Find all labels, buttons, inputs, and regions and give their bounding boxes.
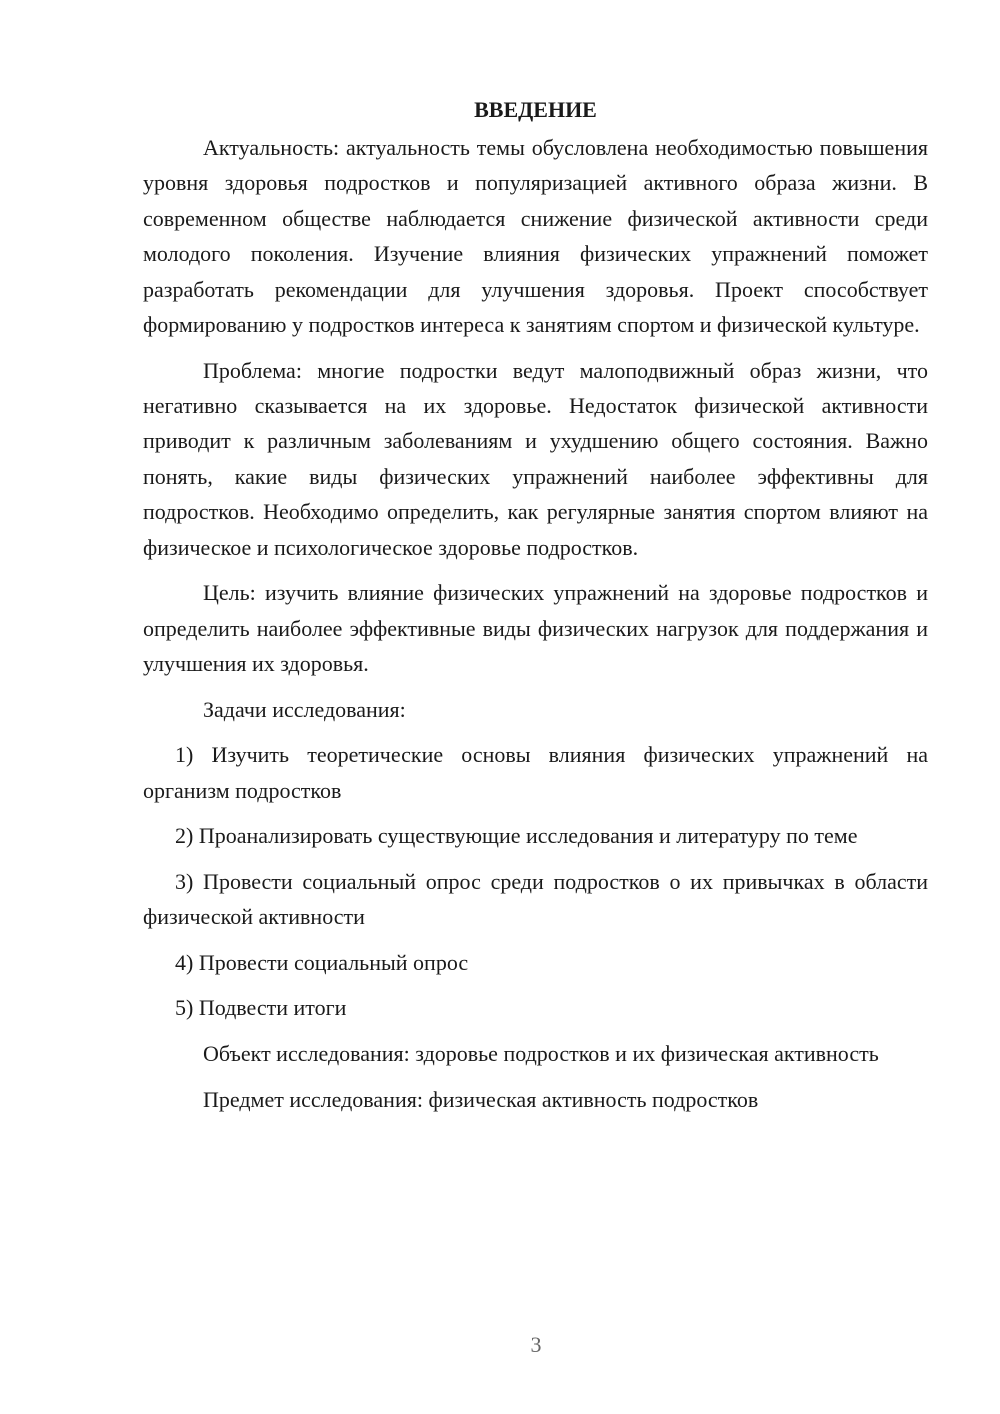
goal-paragraph: Цель: изучить влияние физических упражнений на здоровье подростков и определить наиболее эффективные виды физических нагрузок для поддержания и улучшения их здоровья. — [143, 580, 928, 677]
task-item-5: 5) Подвести итоги — [175, 995, 347, 1021]
relevance-paragraph: Актуальность: актуальность темы обусловлена необходимостью повышения уровня здоровья подростков и популяризацией активного образа жизни. В современном обществе наблюдается снижение физической активности среди молодого поколения. Изучение влияния физических упражнений поможет разработать рекомендации для улучшения здоровья. Проект способствует формированию у подростков интереса к занятиям спортом и физической культуре. — [143, 135, 928, 338]
page-number: 3 — [530, 1332, 542, 1357]
task-item-4: 4) Провести социальный опрос — [175, 949, 469, 975]
section-heading: ВВЕДЕНИЕ — [474, 97, 597, 122]
task-item-1: 1) Изучить теоретические основы влияния физических упражнений на организм подростков — [143, 742, 928, 803]
page-content — [143, 92, 928, 1127]
tasks-title: Задачи исследования: — [203, 696, 406, 722]
task-item-3: 3) Провести социальный опрос среди подростков о их привычках в области физической активности — [143, 868, 928, 930]
subject-paragraph: Предмет исследования: физическая активность подростков — [203, 1086, 759, 1112]
problem-paragraph: Проблема: многие подростки ведут малоподвижный образ жизни, что негативно сказывается на их здоровье. Недостаток физической активности приводит к различным заболеваниям и ухудшению общего состояния. Важно понять, какие виды физических упражнений наиболее эффективны для подростков. Необходимо определить, как регулярные занятия спортом влияют на физическое и психологическое здоровье подростков. — [143, 357, 928, 560]
object-paragraph: Объект исследования: здоровье подростков и их физическая активность — [203, 1041, 879, 1067]
task-item-2: 2) Проанализировать существующие исследования и литературу по теме — [175, 823, 858, 849]
